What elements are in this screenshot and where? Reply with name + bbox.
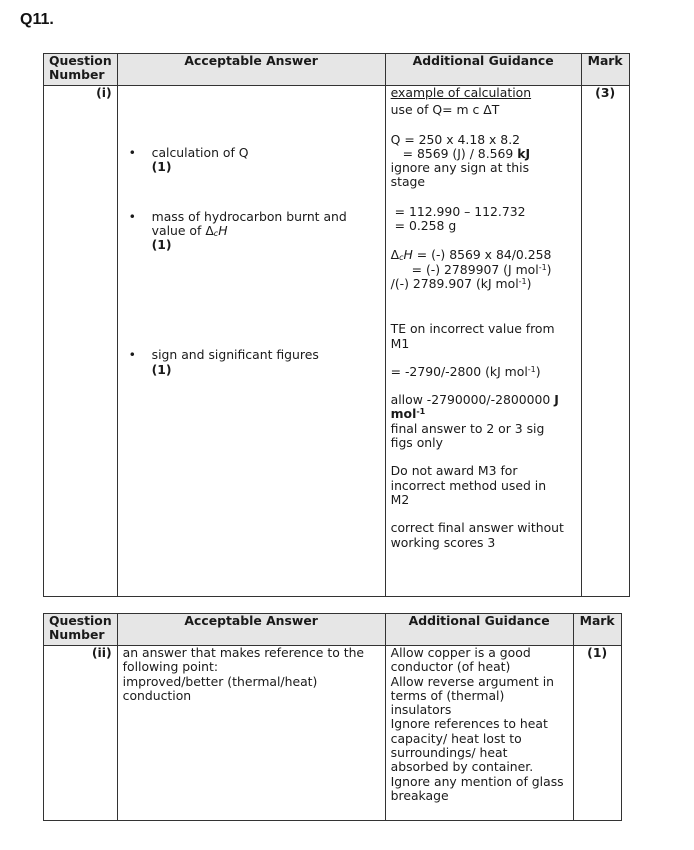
question-title: Q11. (20, 11, 54, 28)
marking-point-3: • sign and significant figures (1) (129, 348, 380, 377)
header-question-number: Question Number (44, 54, 118, 86)
header-acceptable-answer: Acceptable Answer (117, 54, 385, 86)
header-acceptable-answer: Acceptable Answer (117, 614, 385, 646)
header-mark: Mark (581, 54, 629, 86)
acceptable-answer-ii: an answer that makes reference to the following point: improved/better (thermal/heat) conduction (117, 646, 385, 821)
mark-scheme-table-i (43, 53, 630, 597)
marking-point-2: • mass of hydrocarbon burnt and value of $\Delta_cH$ (1) (129, 210, 380, 253)
acceptable-answer-i (117, 86, 385, 597)
additional-guidance-ii: Allow copper is a good conductor (of heat) Allow reverse argument in terms of (thermal) insulators Ignore references to heat capacity/ heat lost to surroundings/ heat absorbed by container. Ignore any mention of glass breakage (385, 646, 573, 821)
question-number-i: (i) (44, 86, 118, 597)
question-number-ii: (ii) (44, 646, 118, 821)
header-row (44, 614, 622, 646)
answer-row-i (44, 86, 630, 597)
mark-ii: (1) (573, 646, 621, 821)
header-row (44, 54, 630, 86)
example-heading: example of calculation (390, 85, 532, 100)
additional-guidance-i: example of calculation use of Q= m c ΔT Q = 250 x 4.18 x 8.2 = 8569 (J) / 8.569 kJ ignore any sign at this stage = 112.990 – 112.732 = 0.258 g $\Delta_cH$ = (-) 8569 x 84/0.258 = (-) 2789907 (J mol$^{-1}$) /(-) 2789.907 (kJ mol$^{-1}$) TE on incorrect value from M1 = -2790/-2800 (kJ mol$^{-1}$) allow -2790000/-2800000 J mol$^{-1}$ final answer to 2 or 3 sig figs only Do not award M3 for incorrect method used in M2 correct final answer without working scores 3 (385, 86, 581, 597)
mark-i: (3) (581, 86, 629, 597)
header-additional-guidance: Additional Guidance (385, 614, 573, 646)
header-question-number: Question Number (44, 614, 118, 646)
answer-row-ii (44, 646, 622, 821)
marking-point-1: • calculation of Q (1) (129, 146, 380, 175)
mark-scheme-table-ii (43, 613, 622, 821)
header-additional-guidance: Additional Guidance (385, 54, 581, 86)
header-mark: Mark (573, 614, 621, 646)
